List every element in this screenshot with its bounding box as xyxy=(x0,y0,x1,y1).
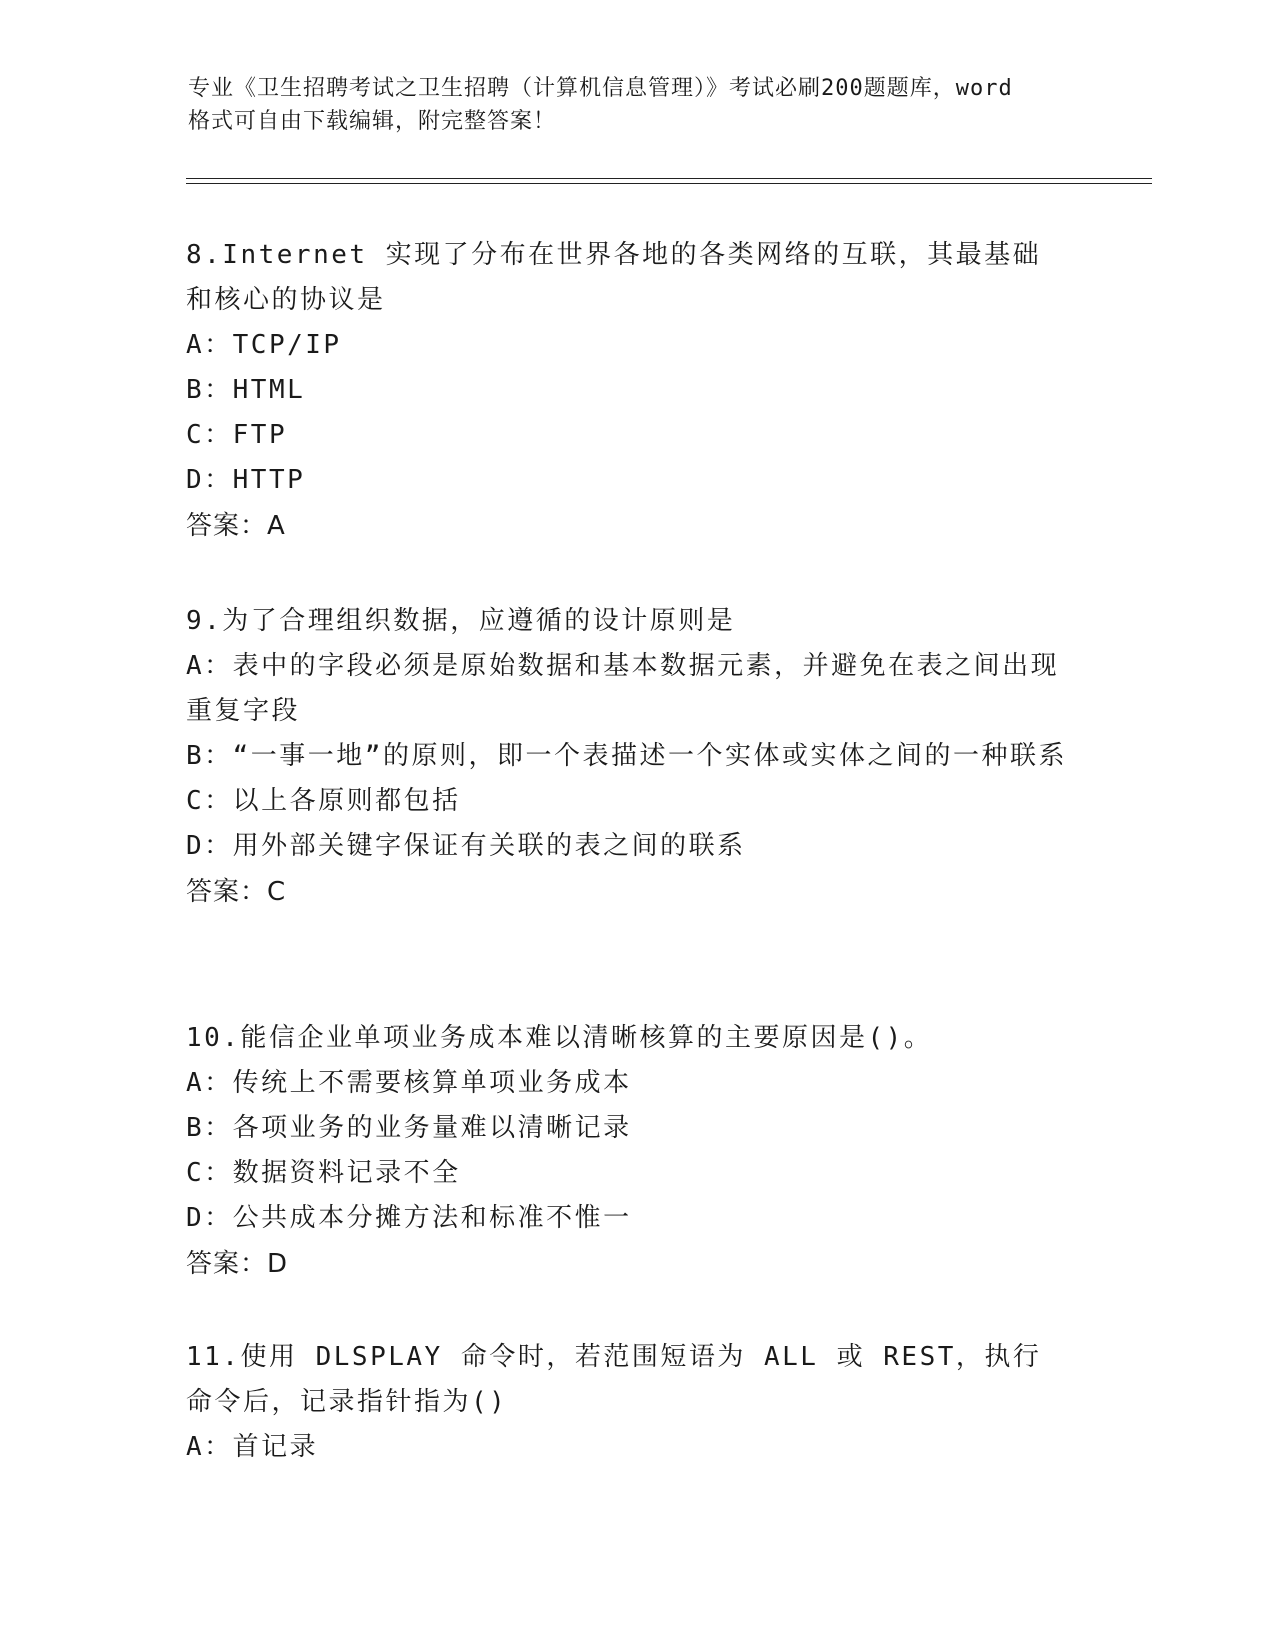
option-a: A：首记录 xyxy=(186,1432,319,1462)
document-header xyxy=(188,72,1088,138)
answer-label: 答案：C xyxy=(186,877,287,907)
option-b: B：HTML xyxy=(186,375,306,405)
question-10 xyxy=(186,1016,1076,1287)
answer-label: 答案：D xyxy=(186,1249,289,1279)
question-9 xyxy=(186,599,1076,915)
question-stem: 10.能信企业单项业务成本难以清晰核算的主要原因是()。 xyxy=(186,1023,933,1053)
option-b: B：各项业务的业务量难以清晰记录 xyxy=(186,1113,632,1143)
answer-label: 答案：A xyxy=(186,511,286,541)
option-a: A：传统上不需要核算单项业务成本 xyxy=(186,1068,632,1098)
option-b: B：“一事一地”的原则，即一个表描述一个实体或实体之间的一种联系 xyxy=(186,741,1067,771)
option-c: C：FTP xyxy=(186,420,288,450)
option-d: D：公共成本分摊方法和标准不惟一 xyxy=(186,1203,632,1233)
option-a: A：TCP/IP xyxy=(186,330,342,360)
option-d: D：HTTP xyxy=(186,465,306,495)
header-title-line-2: 格式可自由下载编辑，附完整答案！ xyxy=(188,109,557,134)
option-c: C：以上各原则都包括 xyxy=(186,786,461,816)
option-d: D：用外部关键字保证有关联的表之间的联系 xyxy=(186,831,746,861)
question-stem: 9.为了合理组织数据，应遵循的设计原则是 xyxy=(186,606,736,636)
header-divider-top xyxy=(186,178,1152,179)
header-divider-bottom xyxy=(186,183,1152,184)
question-8 xyxy=(186,233,1076,549)
question-11 xyxy=(186,1335,1076,1470)
option-a: A：表中的字段必须是原始数据和基本数据元素，并避免在表之间出现重复字段 xyxy=(186,651,1060,726)
header-title-line-1: 专业《卫生招聘考试之卫生招聘（计算机信息管理）》考试必刷200题题库，word xyxy=(188,76,1013,101)
question-stem: 11.使用 DLSPLAY 命令时，若范围短语为 ALL 或 REST，执行命令后，记录指针指为() xyxy=(186,1342,1042,1417)
option-c: C：数据资料记录不全 xyxy=(186,1158,461,1188)
question-stem: 8.Internet 实现了分布在世界各地的各类网络的互联，其最基础和核心的协议是 xyxy=(186,240,1042,315)
